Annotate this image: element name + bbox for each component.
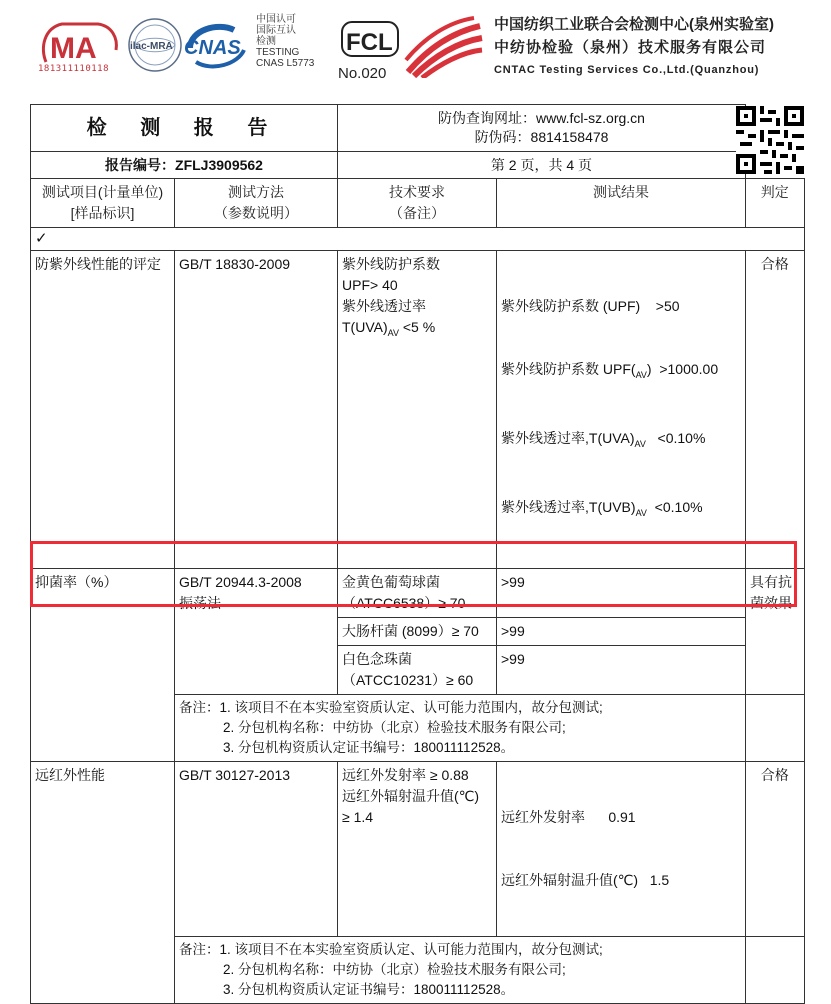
organization-name: [494, 14, 774, 80]
uv-item: 防紫外线性能的评定: [31, 251, 175, 569]
far-ir-requirement: 远红外发射率 ≥ 0.88 远红外辐射温升值(℃) ≥ 1.4: [338, 762, 497, 937]
antibac-note: 备注：1. 该项目不在本实验室资质认定、认可能力范围内，故分包测试; 2. 分包机构名称：中纺协（北京）检验技术服务有限公司; 3. 分包机构资质认定证书编号：180011112528。: [175, 695, 746, 762]
report-table-wrapper: [30, 104, 805, 1004]
table-row-uv: [31, 251, 805, 569]
page-info: 第 2 页，共 4 页: [338, 152, 746, 179]
antibac-note-judge-empty: [746, 695, 805, 762]
fcl-logo-icon: [336, 14, 404, 84]
org-name-cn-1: 中国纺织工业联合会检测中心(泉州实验室): [494, 16, 774, 33]
antibac-req-ecoli: 大肠杆菌 (8099）≥ 70: [338, 618, 497, 646]
svg-text:ilac-MRA: ilac-MRA: [130, 41, 173, 52]
table-row: [31, 228, 805, 251]
far-ir-note-judge-empty: [746, 937, 805, 1004]
antibac-req-candida: 白色念珠菌 （ATCC10231）≥ 60: [338, 646, 497, 695]
org-name-en: CNTAC Testing Services Co.,Ltd.(Quanzhou): [494, 64, 760, 76]
ilac-mra-logo-icon: [126, 16, 184, 74]
uv-requirement: 紫外线防护系数 UPF> 40 紫外线透过率 $T(UVA)_{AV} <5$ %: [338, 251, 497, 569]
col-header-requirement: 技术要求 （备注）: [338, 179, 497, 228]
far-ir-judgement: 合格: [746, 762, 805, 937]
antibac-res-ecoli: >99: [497, 618, 746, 646]
far-ir-note: 备注：1. 该项目不在本实验室资质认定、认可能力范围内，故分包测试; 2. 分包机构名称：中纺协（北京）检验技术服务有限公司; 3. 分包机构资质认定证书编号：180011112528。: [175, 937, 746, 1004]
antibac-item: 抑菌率（%）: [31, 569, 175, 762]
uv-result: 紫外线防护系数 (UPF) >50 紫外线防护系数 $UPF(_{AV}) >1000.00$ 紫外线透过率$,T(UVA)_{AV} <0.10\%$ 紫外线透过率$,T(UVB)_{AV} <0.10\%$: [497, 251, 746, 569]
table-row-antibac: [31, 569, 805, 618]
col-header-item: 测试项目(计量单位) [样品标识]: [31, 179, 175, 228]
verify-info: [338, 105, 746, 152]
svg-text:FCL: FCL: [346, 29, 393, 56]
cntac-stripes-logo-icon: [404, 16, 484, 78]
antibac-res-candida: >99: [497, 646, 746, 695]
cnas-testing-text: 中国认可 国际互认 检测 TESTING CNAS L5773: [256, 14, 315, 69]
checkmark-icon: ✓: [31, 228, 805, 251]
uv-judgement: 合格: [746, 251, 805, 569]
antibac-res-staph: >99: [497, 569, 746, 618]
org-name-cn-2: 中纺协检验（泉州）技术服务有限公司: [494, 39, 767, 56]
table-row-far-ir: [31, 762, 805, 937]
far-ir-item: 远红外性能: [31, 762, 175, 1004]
antibac-judgement: 具有抗 菌效果: [746, 569, 805, 695]
far-ir-method: GB/T 30127-2013: [175, 762, 338, 937]
col-header-method: 测试方法 （参数说明）: [175, 179, 338, 228]
report-number: 报告编号：ZFLJ3909562: [31, 152, 338, 179]
report-table: [30, 104, 805, 1004]
report-title: 检 测 报 告: [31, 105, 338, 152]
column-header-row: [31, 179, 805, 228]
antibac-req-staph: 金黄色葡萄球菌 （ATCC6538）≥ 70: [338, 569, 497, 618]
verify-code: 防伪码：8814158478: [474, 129, 609, 145]
col-header-judgement: 判定: [746, 179, 805, 228]
far-ir-result: 远红外发射率 0.91 远红外辐射温升值(℃) 1.5: [497, 762, 746, 937]
ma-number: 181311110118: [38, 64, 110, 74]
svg-text:MA: MA: [50, 32, 97, 65]
report-header: [0, 0, 831, 95]
uv-method: GB/T 18830-2009: [175, 251, 338, 569]
col-header-result: 测试结果: [497, 179, 746, 228]
qr-code-icon[interactable]: [736, 105, 804, 175]
svg-text:No.020: No.020: [338, 65, 387, 82]
svg-text:CNAS: CNAS: [184, 37, 241, 59]
verify-url[interactable]: 防伪查询网址：www.fcl-sz.org.cn: [438, 110, 645, 126]
cnas-logo-icon: [182, 18, 252, 76]
antibac-method: GB/T 20944.3-2008 振荡法: [175, 569, 338, 695]
qr-cell: [746, 105, 805, 179]
